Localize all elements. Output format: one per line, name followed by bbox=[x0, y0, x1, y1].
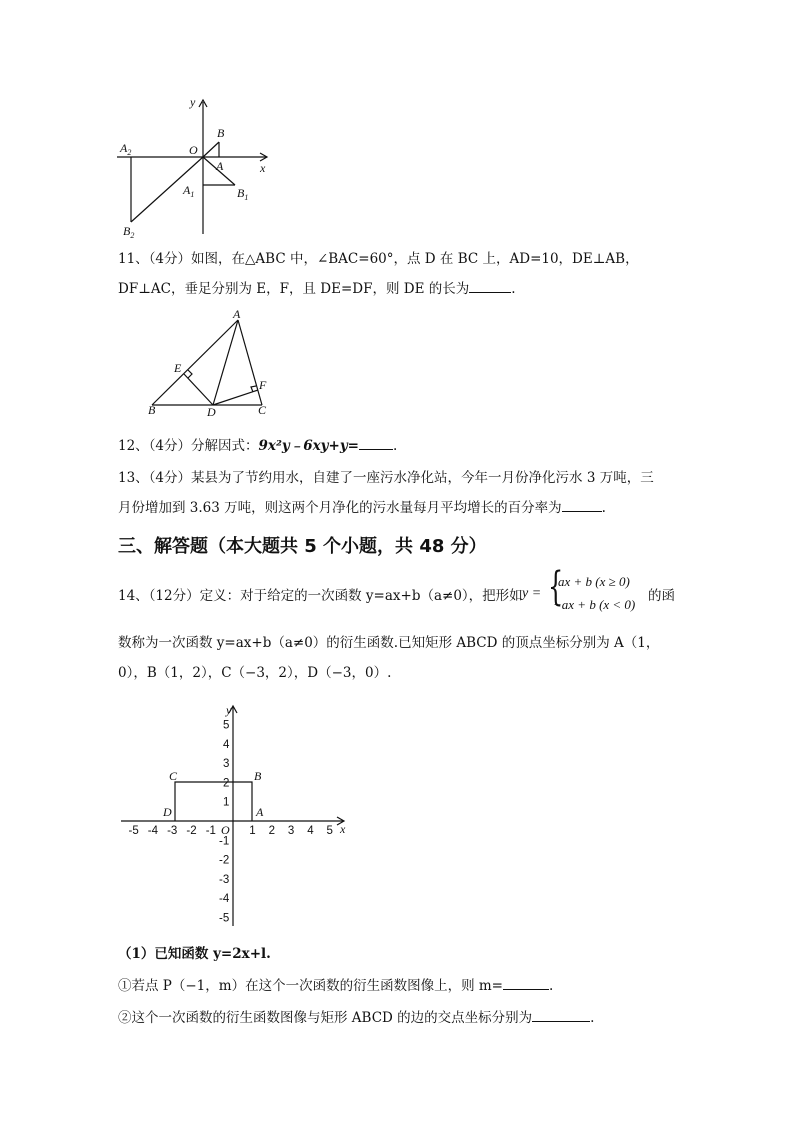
q14-text-1b: 的函 bbox=[648, 588, 675, 604]
q13-number: 13、 bbox=[118, 470, 149, 486]
label-x: x bbox=[340, 822, 346, 836]
rectangle-abcd bbox=[175, 782, 252, 821]
label-C: C bbox=[169, 769, 178, 783]
label-O: O bbox=[221, 823, 230, 837]
sub1-q1-text: ①若点 P（−1，m）在这个一次函数的衍生函数图像上，则 m= bbox=[118, 978, 503, 994]
q12-end: . bbox=[392, 438, 398, 454]
q12-expression: 9x²y﹣6xy+y= bbox=[258, 438, 359, 454]
y-tick-label: -3 bbox=[219, 873, 230, 886]
x-tick-label: -5 bbox=[128, 825, 139, 837]
q12-number: 12、 bbox=[118, 438, 149, 454]
label-A2: $A_2$ bbox=[120, 141, 132, 157]
y-tick-label: 4 bbox=[223, 738, 230, 751]
sub1-title: （1）已知函数 y=2x+l. bbox=[118, 946, 271, 962]
piecewise-brace: { bbox=[548, 564, 564, 610]
y-tick-label: 2 bbox=[223, 777, 230, 790]
sub1-q1-end: . bbox=[548, 978, 554, 994]
sub1-q2 bbox=[118, 1009, 594, 1027]
q13-line1 bbox=[118, 469, 654, 487]
label-O: O bbox=[189, 143, 198, 157]
label-A: A bbox=[233, 308, 241, 321]
q12-score: （4分） bbox=[148, 438, 192, 454]
label-B2: $B_2$ bbox=[123, 224, 135, 240]
x-tick-label: 1 bbox=[249, 825, 256, 837]
x-tick-label: 3 bbox=[287, 825, 295, 837]
sub1-q2-blank[interactable] bbox=[532, 1009, 590, 1022]
label-F: F bbox=[259, 378, 267, 392]
label-x: x bbox=[260, 161, 266, 175]
figure-rotation-diagram bbox=[115, 92, 275, 242]
q14-line2: 数称为一次函数 y=ax+b（a≠0）的衍生函数.已知矩形 ABCD 的顶点坐标分别为 A（1， bbox=[118, 635, 660, 651]
label-D: D bbox=[163, 805, 172, 819]
piecewise-y: y = bbox=[522, 586, 542, 601]
label-y: y bbox=[190, 95, 196, 109]
q14-score: （12分） bbox=[148, 588, 200, 604]
q11-line1 bbox=[118, 250, 639, 268]
piecewise-case-1: ax + b (x ≥ 0) bbox=[558, 574, 630, 589]
y-tick-label: -1 bbox=[219, 835, 230, 848]
label-C: C bbox=[258, 403, 267, 417]
q14-line3: 0），B（1，2），C（−3，2），D（−3，0）. bbox=[118, 665, 392, 681]
label-B: B bbox=[254, 769, 262, 783]
x-tick-label: -4 bbox=[147, 825, 159, 837]
x-tick-label: 2 bbox=[268, 825, 276, 837]
x-tick-label: -2 bbox=[186, 825, 197, 837]
q14-text-1: 定义：对于给定的一次函数 y=ax+b（a≠0），把形如 bbox=[199, 588, 523, 604]
q12-text: 分解因式： bbox=[191, 438, 259, 454]
label-B: B bbox=[148, 403, 156, 417]
y-tick-label: -5 bbox=[219, 912, 230, 925]
y-tick-label: -4 bbox=[219, 893, 230, 906]
x-tick-label: 4 bbox=[307, 825, 314, 837]
x-tick-label: -3 bbox=[167, 825, 178, 837]
label-B: B bbox=[217, 126, 225, 140]
y-tick-label: 3 bbox=[223, 758, 230, 771]
y-tick-label: 5 bbox=[223, 719, 230, 732]
q14-line1 bbox=[118, 587, 523, 605]
q11-text-2: DF⊥AC，垂足分别为 E，F，且 DE=DF，则 DE 的长为 bbox=[118, 281, 470, 297]
figure-rectangle-abcd bbox=[115, 700, 355, 930]
q14-number: 14、 bbox=[118, 588, 149, 604]
sub1-q2-end: . bbox=[590, 1010, 595, 1026]
q13-text-1: 某县为了节约用水，自建了一座污水净化站，今年一月份净化污水 3 万吨，三 bbox=[191, 470, 654, 486]
q13-answer-blank[interactable] bbox=[562, 499, 602, 512]
q11-text-1: 如图，在△ABC 中，∠BAC=60°，点 D 在 BC 上，AD=10，DE⊥AB， bbox=[191, 251, 639, 267]
q11-answer-blank[interactable] bbox=[469, 280, 511, 293]
y-tick-label: -2 bbox=[219, 854, 230, 867]
x-tick-label: -1 bbox=[205, 825, 216, 837]
section-title: 三、解答题（本大题共 5 个小题，共 48 分） bbox=[118, 536, 487, 557]
label-A1: $A_1$ bbox=[183, 183, 195, 199]
q11-score: （4分） bbox=[148, 251, 192, 267]
q13-end: . bbox=[601, 500, 606, 516]
piecewise-case-2: −ax + b (x < 0) bbox=[553, 597, 636, 612]
label-y: y bbox=[226, 703, 232, 717]
q11-number: 11、 bbox=[118, 251, 149, 267]
label-B1: $B_1$ bbox=[237, 186, 249, 202]
sub1-q1-blank[interactable] bbox=[503, 977, 549, 990]
q13-text-2: 月份增加到 3.63 万吨，则这两个月净化的污水量每月平均增长的百分率为 bbox=[118, 500, 562, 516]
label-E: E bbox=[174, 361, 182, 375]
q11-end: . bbox=[511, 281, 516, 297]
q12-line bbox=[118, 437, 397, 455]
x-tick-label: 5 bbox=[326, 825, 333, 837]
q11-line2 bbox=[118, 280, 516, 298]
label-D: D bbox=[207, 405, 216, 419]
y-tick-label: 1 bbox=[223, 796, 230, 809]
q13-line2 bbox=[118, 499, 606, 517]
figure-triangle-abc bbox=[140, 308, 280, 420]
q12-answer-blank[interactable] bbox=[359, 437, 393, 450]
sub1-q1 bbox=[118, 977, 553, 995]
label-A: A bbox=[216, 159, 224, 173]
q13-score: （4分） bbox=[148, 470, 192, 486]
sub1-q2-text: ②这个一次函数的衍生函数图像与矩形 ABCD 的边的交点坐标分别为 bbox=[118, 1010, 533, 1026]
label-A: A bbox=[256, 805, 264, 819]
